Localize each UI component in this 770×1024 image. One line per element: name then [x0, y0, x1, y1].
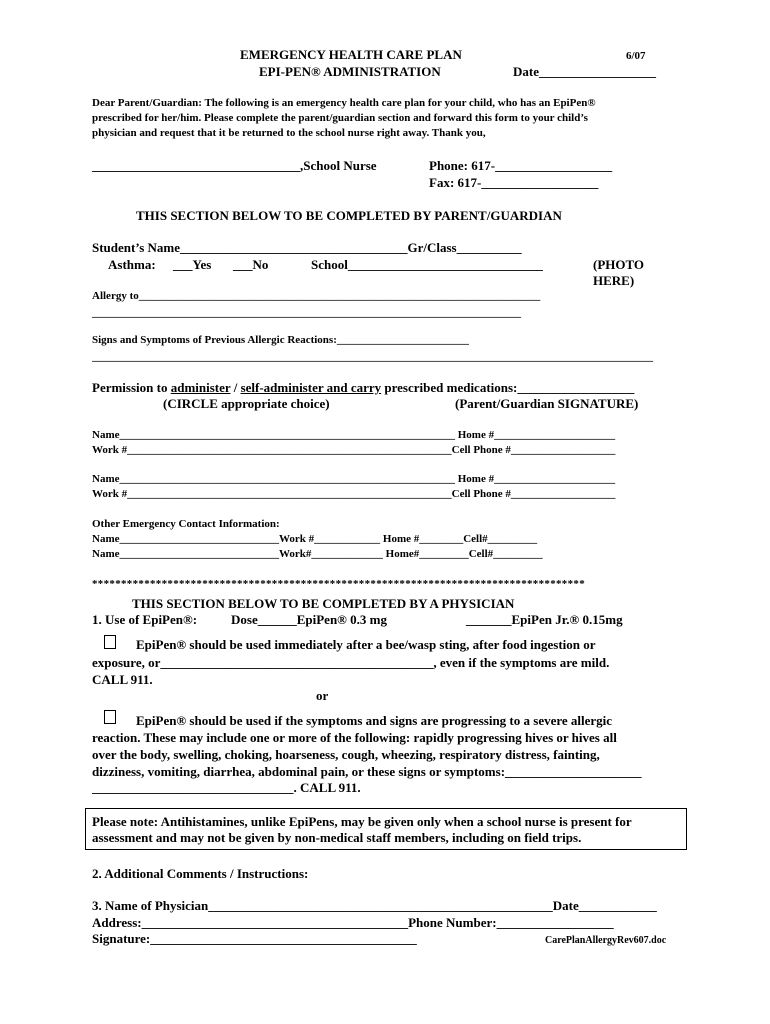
- option-2-checkbox[interactable]: [104, 710, 116, 729]
- photo-placeholder-line-2: HERE): [593, 273, 635, 288]
- additional-comments-label[interactable]: 2. Additional Comments / Instructions:: [92, 866, 309, 881]
- note-line-2: assessment and may not be given by non-medical staff members, including on field trips.: [92, 830, 582, 845]
- option-2-symptoms-field-line-2[interactable]: _______________________________. CALL 911.: [92, 780, 361, 795]
- nurse-fax-field[interactable]: Fax: 617-__________________: [429, 175, 599, 190]
- contact-1-work-cell[interactable]: Work #___________________________________________________________Cell Phone #___________________: [92, 444, 616, 456]
- symptoms-field[interactable]: Signs and Symptoms of Previous Allergic Reactions:________________________: [92, 334, 469, 346]
- self-administer-choice[interactable]: self-administer and carry: [240, 380, 382, 395]
- symptoms-field-line-2[interactable]: ______________________________________________________________________________________________________: [92, 351, 653, 363]
- other-contacts-label: Other Emergency Contact Information:: [92, 518, 280, 530]
- photo-placeholder: (PHOTO: [593, 257, 645, 272]
- option-1-call-911: CALL 911.: [92, 672, 153, 687]
- physician-signature-field[interactable]: Signature:_________________________________________: [92, 931, 417, 946]
- option-1-text-line-1: EpiPen® should be used immediately after a bee/wasp sting, after food ingestion or: [136, 637, 596, 652]
- permission-prefix: Permission to: [92, 380, 171, 395]
- option-1-checkbox[interactable]: [104, 635, 116, 654]
- allergy-field-line-2[interactable]: ______________________________________________________________________________: [92, 307, 521, 319]
- physician-section-heading: THIS SECTION BELOW TO BE COMPLETED BY A PHYSICIAN: [132, 596, 515, 611]
- epipen-jr-dose-field[interactable]: _______EpiPen Jr.® 0.15mg: [466, 612, 623, 627]
- physician-address-phone-field[interactable]: Address:_________________________________________Phone Number:__________________: [92, 915, 614, 930]
- epipen-dose-field[interactable]: Dose______EpiPen® 0.3 mg: [231, 612, 387, 627]
- other-contact-1[interactable]: Name_____________________________Work #____________ Home #________Cell#_________: [92, 533, 538, 545]
- parent-signature-field[interactable]: prescribed medications:__________________: [381, 380, 635, 395]
- contact-1-name-home[interactable]: Name_____________________________________________________________ Home #______________________: [92, 429, 616, 441]
- other-contact-2[interactable]: Name_____________________________Work#_____________ Home#_________Cell#_________: [92, 548, 543, 560]
- school-field[interactable]: School______________________________: [311, 257, 543, 272]
- signature-label: (Parent/Guardian SIGNATURE): [455, 396, 639, 411]
- note-line-1: Please note: Antihistamines, unlike EpiPens, may be given only when a school nurse is present for: [92, 814, 632, 829]
- option-2-text-line-2: reaction. These may include one or more of the following: rapidly progressing hives or hives all: [92, 730, 617, 745]
- asthma-yes-option[interactable]: ___Yes: [173, 257, 212, 272]
- epipen-use-label: 1. Use of EpiPen®:: [92, 612, 198, 627]
- asthma-no-option[interactable]: ___No: [233, 257, 269, 272]
- form-title: EMERGENCY HEALTH CARE PLAN: [240, 47, 462, 62]
- option-2-text-line-1: EpiPen® should be used if the symptoms and signs are progressing to a severe allergic: [136, 713, 613, 728]
- nurse-phone-field[interactable]: Phone: 617-__________________: [429, 158, 613, 173]
- school-nurse-field[interactable]: ________________________________,School Nurse: [92, 158, 377, 173]
- option-1-text-line-2[interactable]: exposure, or__________________________________________, even if the symptoms are mild.: [92, 655, 610, 670]
- document-filename: CarePlanAllergyRev607.doc: [545, 935, 667, 946]
- contact-2-name-home[interactable]: Name_____________________________________________________________ Home #______________________: [92, 473, 616, 485]
- intro-line-1: Dear Parent/Guardian: The following is an emergency health care plan for your child, who has an EpiPen®: [92, 97, 596, 109]
- student-name-field[interactable]: Student’s Name___________________________________Gr/Class__________: [92, 240, 522, 255]
- choice-separator: /: [230, 380, 241, 395]
- intro-line-3: physician and request that it be returned to the school nurse right away. Thank you,: [92, 127, 486, 139]
- section-divider: *************************************************************************************: [92, 578, 585, 590]
- physician-name-date-field[interactable]: 3. Name of Physician_____________________________________________________Date____________: [92, 898, 657, 913]
- form-subtitle: EPI-PEN® ADMINISTRATION: [259, 64, 441, 79]
- option-2-text-line-3: over the body, swelling, choking, hoarseness, cough, wheezing, respiratory distress, fainting,: [92, 747, 600, 762]
- contact-2-work-cell[interactable]: Work #___________________________________________________________Cell Phone #___________________: [92, 488, 616, 500]
- permission-line: [92, 380, 634, 396]
- circle-instruction: (CIRCLE appropriate choice): [163, 396, 330, 411]
- intro-line-2: prescribed for her/him. Please complete the parent/guardian section and forward this form to your child’s: [92, 112, 588, 124]
- administer-choice[interactable]: administer: [170, 380, 231, 395]
- option-2-symptoms-field[interactable]: dizziness, vomiting, diarrhea, abdominal pain, or these signs or symptoms:_____________________: [92, 764, 642, 779]
- allergy-field[interactable]: Allergy to_________________________________________________________________________: [92, 290, 541, 302]
- form-version: 6/07: [626, 50, 646, 62]
- asthma-label: Asthma:: [108, 257, 156, 272]
- parent-section-heading: THIS SECTION BELOW TO BE COMPLETED BY PARENT/GUARDIAN: [136, 208, 562, 223]
- or-separator: or: [316, 688, 329, 703]
- date-field[interactable]: Date__________________: [513, 64, 656, 79]
